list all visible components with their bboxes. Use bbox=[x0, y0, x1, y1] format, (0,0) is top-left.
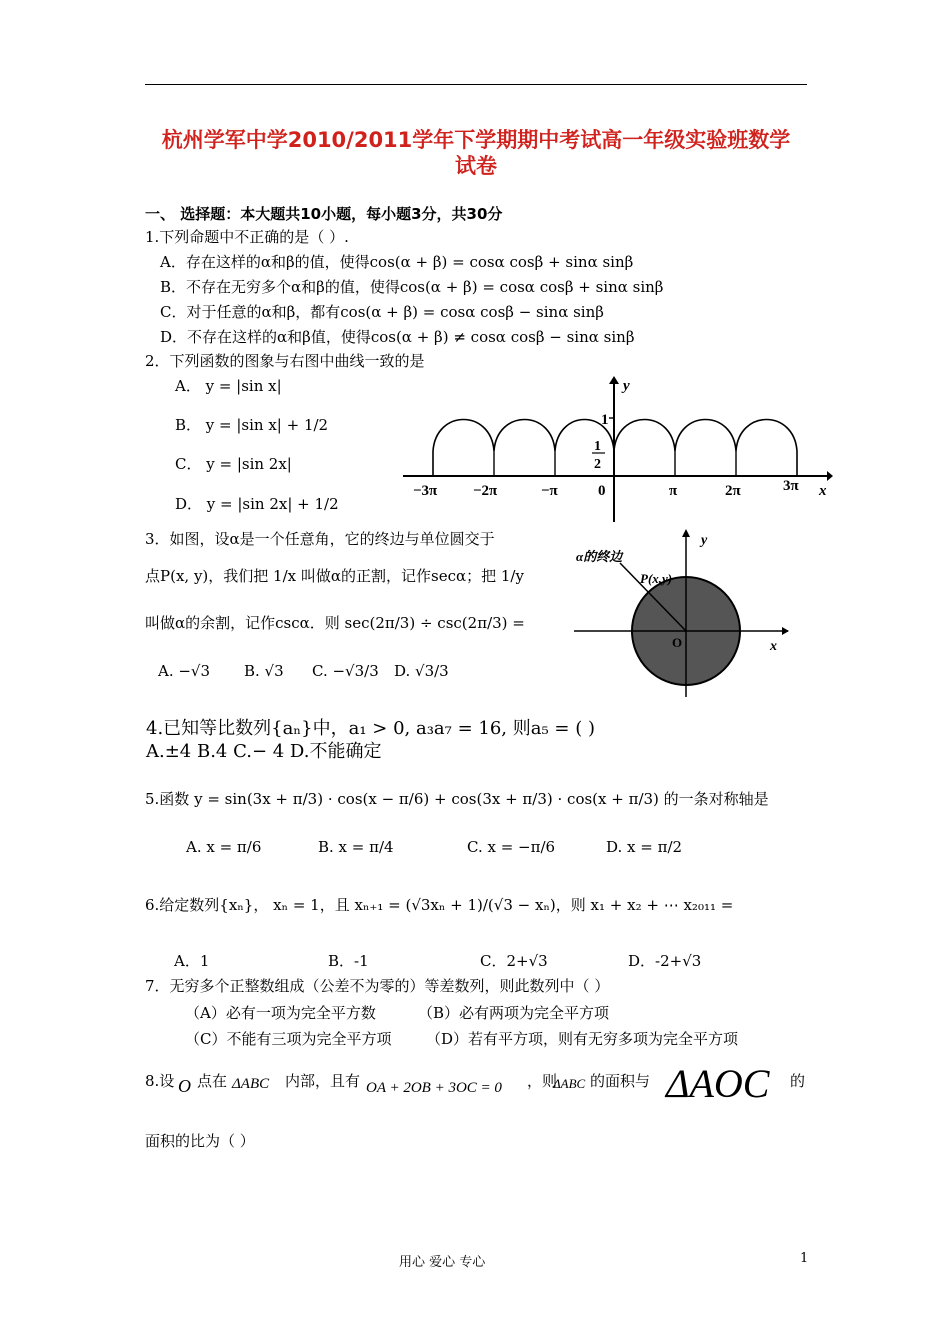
q3-option-b: B. √3 bbox=[244, 662, 284, 680]
q8-equation: OA + 2OB + 3OC = 0 bbox=[366, 1080, 502, 1096]
q7-stem: 7．无穷多个正整数组成（公差不为零的）等差数列，则此数列中（ ） bbox=[145, 977, 610, 995]
q3-line3: 叫做α的余割，记作cscα．则 sec(2π/3) ÷ csc(2π/3) = bbox=[145, 614, 525, 632]
x-label: x bbox=[770, 639, 777, 654]
q5-option-a: A. x = π/6 bbox=[186, 838, 262, 856]
q5-option-d: D. x = π/2 bbox=[606, 838, 683, 856]
q6-option-a: A．1 bbox=[174, 952, 210, 970]
origin-label: O bbox=[672, 635, 683, 650]
x-tick-label-neg2pi: −2π bbox=[473, 483, 498, 499]
y-label: y bbox=[701, 533, 708, 548]
q8-line2: 面积的比为（ ） bbox=[145, 1132, 255, 1150]
q2-option-b: B． y = |sin x| + 1/2 bbox=[175, 416, 329, 434]
q2-option-c: C． y = |sin 2x| bbox=[175, 455, 292, 473]
q3-option-c: C. −√3/3 bbox=[312, 662, 379, 680]
q8-triangle-abc: ΔABC bbox=[232, 1076, 270, 1092]
page-number: 1 bbox=[800, 1251, 809, 1266]
q4-line1: 4.已知等比数列{aₙ}中，a₁ > 0, a₃a₇ = 16, 则a₅ = ( ) bbox=[146, 718, 595, 739]
x-tick-label-3pi: 3π bbox=[783, 478, 799, 494]
x-label: x bbox=[819, 483, 827, 499]
q1-option-d: D．不存在这样的α和β值，使得cos(α + β) ≠ cosα cosβ − sinα sinβ bbox=[160, 328, 635, 346]
x-tick-label-negpi: −π bbox=[541, 483, 558, 499]
q8-triangle-aoc: ΔAOC bbox=[666, 1061, 770, 1106]
q6-stem: 6.给定数列{xₙ}， xₙ = 1，且 xₙ₊₁ = (√3xₙ + 1)/(√3 − xₙ)，则 x₁ + x₂ + ⋯ x₂₀₁₁ = bbox=[145, 896, 734, 914]
q3-option-a: A. −√3 bbox=[158, 662, 211, 680]
q6-option-d: D．-2+√3 bbox=[628, 952, 702, 970]
y-axis-arrow bbox=[682, 529, 690, 537]
q8-point-o: O bbox=[178, 1076, 191, 1096]
q8-part4: ，则 bbox=[527, 1072, 558, 1090]
q2-stem: 2．下列函数的图象与右图中曲线一致的是 bbox=[145, 352, 425, 370]
q3-line1: 3．如图，设α是一个任意角，它的终边与单位圆交于 bbox=[145, 530, 495, 548]
x-tick-label-pi: π bbox=[669, 483, 678, 499]
q1-option-c: C．对于任意的α和β，都有cos(α + β) = cosα cosβ − sinα sinβ bbox=[160, 303, 604, 321]
y-label: y bbox=[623, 378, 630, 394]
q3-option-d: D. √3/3 bbox=[394, 662, 449, 680]
footer-motto: 用心 爱心 专心 bbox=[399, 1255, 486, 1270]
q1-stem: 1.下列命题中不正确的是（ ）. bbox=[145, 228, 349, 246]
q7-option-a: （A）必有一项为完全平方数 bbox=[185, 1004, 376, 1022]
q4-line2: A.±4 B.4 C.− 4 D.不能确定 bbox=[146, 741, 382, 762]
x-axis-arrow bbox=[827, 471, 833, 481]
q7-option-d: （D）若有平方项，则有无穷多项为完全平方项 bbox=[426, 1030, 739, 1048]
q8-triangle-abc-2: ΔABC bbox=[553, 1076, 586, 1091]
point-label: P(x,y) bbox=[640, 571, 673, 586]
q3-line2: 点P(x, y)，我们把 1/x 叫做α的正割，记作secα；把 1/y bbox=[145, 567, 524, 585]
q2-option-a: A． y = |sin x| bbox=[175, 377, 282, 395]
q8-part3: 内部，且有 bbox=[285, 1072, 361, 1090]
q1-option-b: B．不存在无穷多个α和β的值，使得cos(α + β) = cosα cosβ + sinα sinβ bbox=[160, 278, 664, 296]
q7-option-c: （C）不能有三项为完全平方项 bbox=[185, 1030, 392, 1048]
q8-part6: 的 bbox=[790, 1072, 806, 1090]
q8-part2: 点在 bbox=[197, 1072, 228, 1090]
sine-graph bbox=[395, 372, 835, 530]
y-half-den: 2 bbox=[594, 457, 601, 472]
section-heading: 一、 选择题：本大题共10小题，每小题3分，共30分 bbox=[145, 205, 503, 223]
y-axis-arrow bbox=[609, 376, 619, 384]
q5-option-b: B. x = π/4 bbox=[318, 838, 394, 856]
y-half-num: 1 bbox=[594, 439, 601, 454]
q8-part1: 8.设 bbox=[145, 1072, 175, 1090]
x-tick-label-2pi: 2π bbox=[725, 483, 741, 499]
q1-option-a: A．存在这样的α和β的值，使得cos(α + β) = cosα cosβ + sinα sinβ bbox=[160, 253, 634, 271]
page-title-line1: 杭州学军中学2010/2011学年下学期期中考试高一年级实验班数学 bbox=[161, 128, 791, 152]
terminal-side-label: α的终边 bbox=[576, 549, 623, 564]
q2-option-d: D． y = |sin 2x| + 1/2 bbox=[175, 495, 339, 513]
q8-part5: 的面积与 bbox=[590, 1072, 651, 1090]
q5-option-c: C. x = −π/6 bbox=[467, 838, 556, 856]
q6-option-b: B．-1 bbox=[328, 952, 369, 970]
x-tick-label-neg3pi: −3π bbox=[413, 483, 438, 499]
top-rule bbox=[145, 84, 807, 85]
x-tick-label-zero: 0 bbox=[598, 483, 606, 499]
page-title-line2: 试卷 bbox=[455, 154, 497, 178]
q6-option-c: C．2+√3 bbox=[480, 952, 548, 970]
q5-stem: 5.函数 y = sin(3x + π/3) · cos(x − π/6) + cos(3x + π/3) · cos(x + π/3) 的一条对称轴是 bbox=[145, 790, 769, 808]
x-axis-arrow bbox=[782, 627, 789, 635]
y-one-label: 1 bbox=[601, 412, 609, 428]
q7-option-b: （B）必有两项为完全平方项 bbox=[418, 1004, 610, 1022]
unit-circle-figure bbox=[560, 525, 810, 700]
